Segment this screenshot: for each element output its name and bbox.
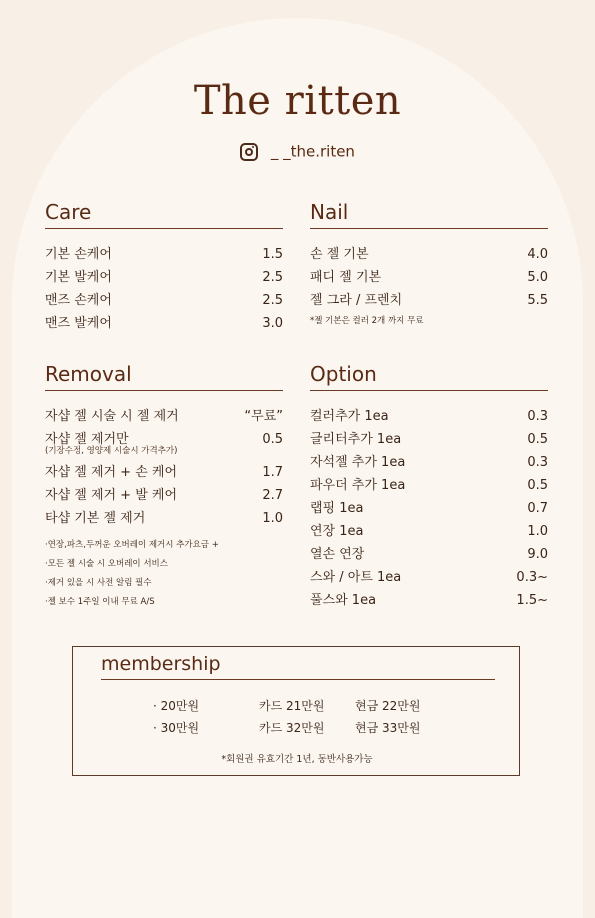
item-price: 0.5 [527,432,548,447]
item-name: 열손 연장 [310,547,365,562]
item-price: 9.0 [527,547,548,562]
item-price: 0.3 [527,455,548,470]
item-name: 젤 그라 / 프렌치 [310,293,403,308]
membership-box [72,646,520,776]
list-item [310,520,548,543]
list-item [45,405,283,428]
instagram-icon [240,143,258,161]
item-price: 5.0 [527,270,548,285]
list-item [310,266,548,289]
list-item [310,474,548,497]
membership-title: membership [101,653,495,680]
nail-section [310,200,548,326]
item-price: 2.5 [262,270,283,285]
item-price: 0.3~ [516,570,548,585]
list-item [45,266,283,289]
list-item [45,243,283,266]
background-blob-right [530,760,578,870]
removal-notes [45,536,283,612]
care-section [45,200,283,335]
membership-card-price: 카드 32만원 [259,721,325,735]
list-item [310,543,548,566]
item-name: 맨즈 발케어 [45,316,112,331]
list-item [310,589,548,612]
membership-amount: · 30만원 [153,721,200,735]
option-section [310,362,548,612]
item-price: 1.5~ [516,593,548,608]
option-title: Option [310,362,548,391]
item-price: 5.5 [527,293,548,308]
item-price: 0.5 [527,478,548,493]
item-name: 타샵 기본 젤 제거 [45,511,146,526]
list-item [310,428,548,451]
care-list [45,243,283,335]
removal-note: ·젤 보수 1주일 이내 무료 A/S [45,597,155,607]
removal-list [45,405,283,530]
item-name: 자샵 젤 제거 + 손 케어 [45,465,178,480]
removal-title: Removal [45,362,283,391]
membership-cash-price: 현금 33만원 [355,721,421,735]
item-name: 맨즈 손케어 [45,293,112,308]
nail-note: *젤 기본은 컬러 2개 까지 무료 [310,316,424,326]
removal-note: ·연장,파츠,두꺼운 오버레이 제거시 추가요금 + [45,540,219,550]
membership-note: *회원권 유효기간 1년, 동반사용가능 [221,754,373,765]
removal-note: ·모든 젤 시술 시 오버레이 서비스 [45,559,168,569]
item-price: 0.3 [527,409,548,424]
item-name: 자샵 젤 시술 시 젤 제거 [45,409,179,424]
item-price: 1.0 [527,524,548,539]
item-subnote: (기장수정, 영양제 시술시 가격추가) [45,446,178,456]
instagram-handle: _ _the.riten [270,142,355,161]
item-name: 연장 1ea [310,524,364,539]
option-list [310,405,548,612]
item-name: 스와 / 아트 1ea [310,570,402,585]
nail-title: Nail [310,200,548,229]
item-price: 0.5 [262,432,283,447]
item-price: 1.5 [262,247,283,262]
background-blob-left [18,760,66,870]
item-price: 1.7 [262,465,283,480]
item-name: 패디 젤 기본 [310,270,382,285]
removal-section [45,362,283,612]
item-price: 1.0 [262,511,283,526]
item-price: 3.0 [262,316,283,331]
membership-amount: · 20만원 [153,699,200,713]
item-name: 자샵 젤 제거만 [45,432,129,447]
item-name: 기본 발케어 [45,270,112,285]
list-item [310,405,548,428]
membership-cash-price: 현금 22만원 [355,699,421,713]
item-name: 손 젤 기본 [310,247,369,262]
list-item [45,507,283,530]
list-item [45,461,283,484]
item-name: 기본 손케어 [45,247,112,262]
item-name: 컬러추가 1ea [310,409,389,424]
nail-list [310,243,548,312]
item-price: “무료” [244,409,283,424]
list-item [310,289,548,312]
list-item [45,289,283,312]
membership-card-price: 카드 21만원 [259,699,325,713]
list-item [310,566,548,589]
care-title: Care [45,200,283,229]
list-item [310,243,548,266]
item-name: 글리터추가 1ea [310,432,402,447]
item-price: 4.0 [527,247,548,262]
instagram-handle-line [0,142,595,161]
item-price: 2.7 [262,488,283,503]
item-price: 2.5 [262,293,283,308]
brand-title: The ritten [193,78,402,124]
list-item [45,484,283,507]
list-item [310,451,548,474]
item-name: 파우더 추가 1ea [310,478,406,493]
removal-note: ·제거 있을 시 사전 알림 필수 [45,578,152,588]
item-name: 풀스와 1ea [310,593,377,608]
item-name: 랩핑 1ea [310,501,364,516]
item-name: 자석젤 추가 1ea [310,455,406,470]
item-price: 0.7 [527,501,548,516]
list-item [45,312,283,335]
item-name: 자샵 젤 제거 + 발 케어 [45,488,178,503]
list-item [310,497,548,520]
